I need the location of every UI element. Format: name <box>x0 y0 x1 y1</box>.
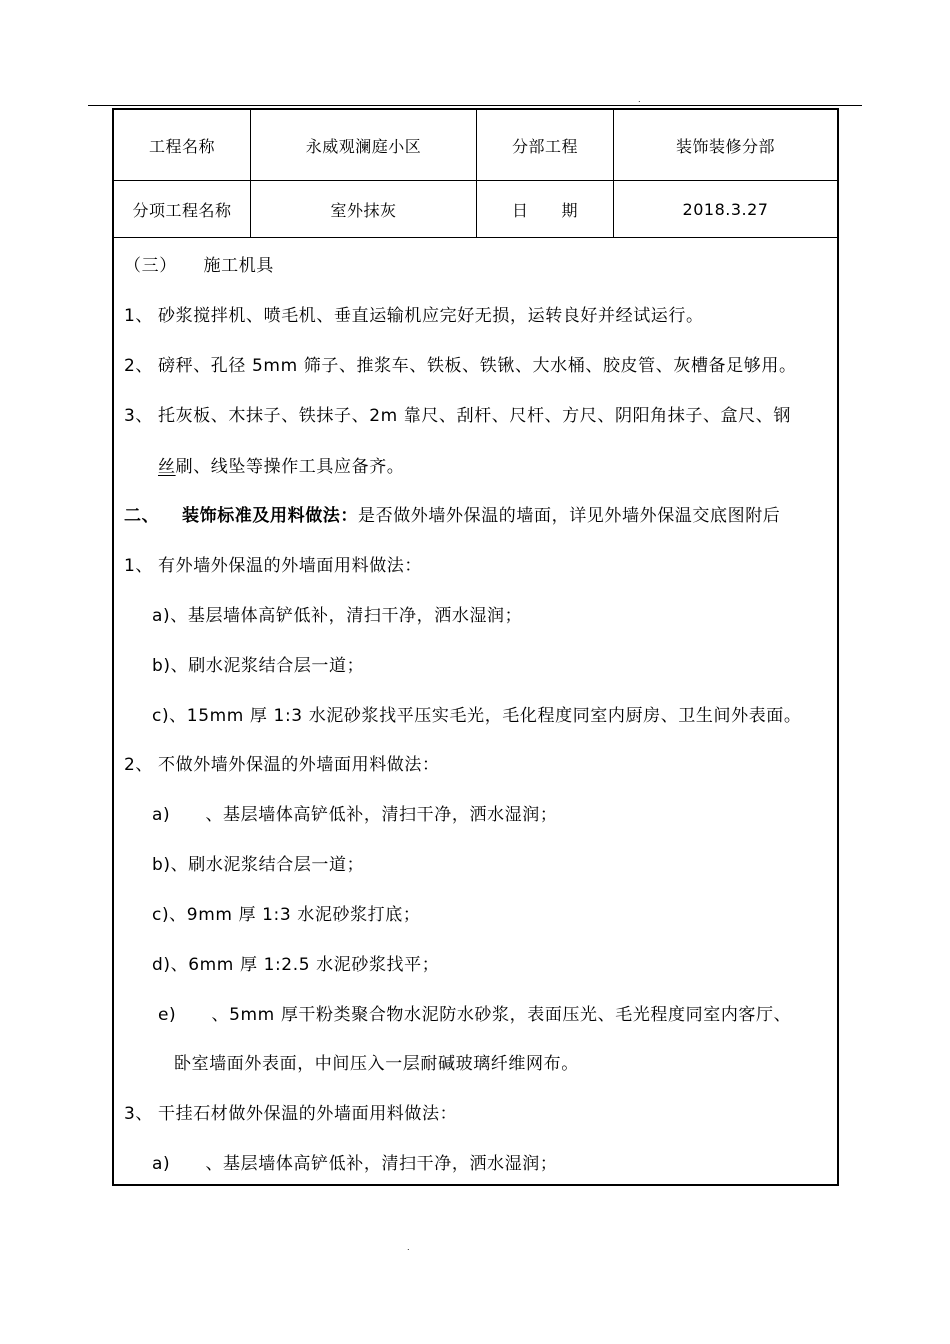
project-name-value: 永威观澜庭小区 <box>305 136 422 156</box>
tool-item-3-cont <box>158 452 404 477</box>
item-number: 2、 <box>124 755 154 775</box>
table-divider <box>250 110 251 237</box>
method-2-e: e) 、5mm 厚干粉类聚合物水泥防水砂浆，表面压光、毛光程度同室内客厅、 <box>158 1005 792 1025</box>
method-1-title <box>124 551 422 576</box>
subitem-value: 室外抹灰 <box>330 200 397 220</box>
table-divider <box>476 110 477 237</box>
underlined-char: 丝 <box>158 457 176 477</box>
item-number: 2、 <box>124 356 154 376</box>
section3-title: （三） 施工机具 <box>124 256 274 276</box>
method-1-c: c)、15mm 厚 1:3 水泥砂浆找平压实毛光，毛化程度同室内厨房、卫生间外表面。 <box>152 706 802 726</box>
part2-title: 装饰标准及用料做法： <box>182 506 358 526</box>
division-label: 分部工程 <box>511 136 578 156</box>
part2-number: 二、 <box>124 506 160 526</box>
division-value: 装饰装修分部 <box>675 136 775 156</box>
item-text: 砂浆搅拌机、喷毛机、垂直运输机应完好无损，运转良好并经试运行。 <box>158 306 704 326</box>
part2-text: 是否做外墙外保温的墙面，详见外墙外保温交底图附后 <box>358 506 781 526</box>
item-number: 1、 <box>124 306 154 326</box>
item-number: 1、 <box>124 556 154 576</box>
date-value: 2018.3.27 <box>682 199 769 219</box>
document-frame <box>112 108 839 1186</box>
item-text: 托灰板、木抹子、铁抹子、2m 靠尺、刮杆、尺杆、方尺、阴阳角抹子、盒尺、钢 <box>158 406 791 426</box>
date-label: 日 期 <box>511 200 578 220</box>
method-1-a: a)、基层墙体高铲低补，清扫干净，洒水湿润； <box>152 606 523 626</box>
project-name-label: 工程名称 <box>148 136 215 156</box>
subitem-label: 分项工程名称 <box>132 200 232 220</box>
method-2-c: c)、9mm 厚 1:3 水泥砂浆打底； <box>152 905 421 925</box>
method-2-b: b)、刷水泥浆结合层一道； <box>152 855 365 875</box>
item-text: 不做外墙外保温的外墙面用料做法： <box>158 755 440 775</box>
item-text: 刷、线坠等操作工具应备齐。 <box>175 457 405 477</box>
item-number: 3、 <box>124 1104 154 1124</box>
header-mark: . <box>638 95 641 104</box>
table-divider <box>613 110 614 237</box>
item-text: 干挂石材做外保温的外墙面用料做法： <box>158 1104 458 1124</box>
header-rule <box>88 105 862 106</box>
tool-item-1 <box>124 301 704 326</box>
item-text: 磅秤、孔径 5mm 筛子、推浆车、铁板、铁锹、大水桶、胶皮管、灰槽备足够用。 <box>158 356 797 376</box>
item-text: 有外墙外保温的外墙面用料做法： <box>158 556 422 576</box>
part2-heading <box>124 501 780 526</box>
footer-mark: . <box>407 1243 410 1252</box>
tool-item-2 <box>124 351 797 376</box>
method-2-a: a) 、基层墙体高铲低补，清扫干净，洒水湿润； <box>152 805 558 825</box>
method-1-b: b)、刷水泥浆结合层一道； <box>152 656 365 676</box>
method-3-a: a) 、基层墙体高铲低补，清扫干净，洒水湿润； <box>152 1154 558 1174</box>
method-3-title <box>124 1099 457 1124</box>
method-2-e-cont: 卧室墙面外表面，中间压入一层耐碱玻璃纤维网布。 <box>174 1054 579 1074</box>
tool-item-3 <box>124 401 791 426</box>
method-2-d: d)、6mm 厚 1:2.5 水泥砂浆找平； <box>152 955 440 975</box>
method-2-title <box>124 750 440 775</box>
item-number: 3、 <box>124 406 154 426</box>
